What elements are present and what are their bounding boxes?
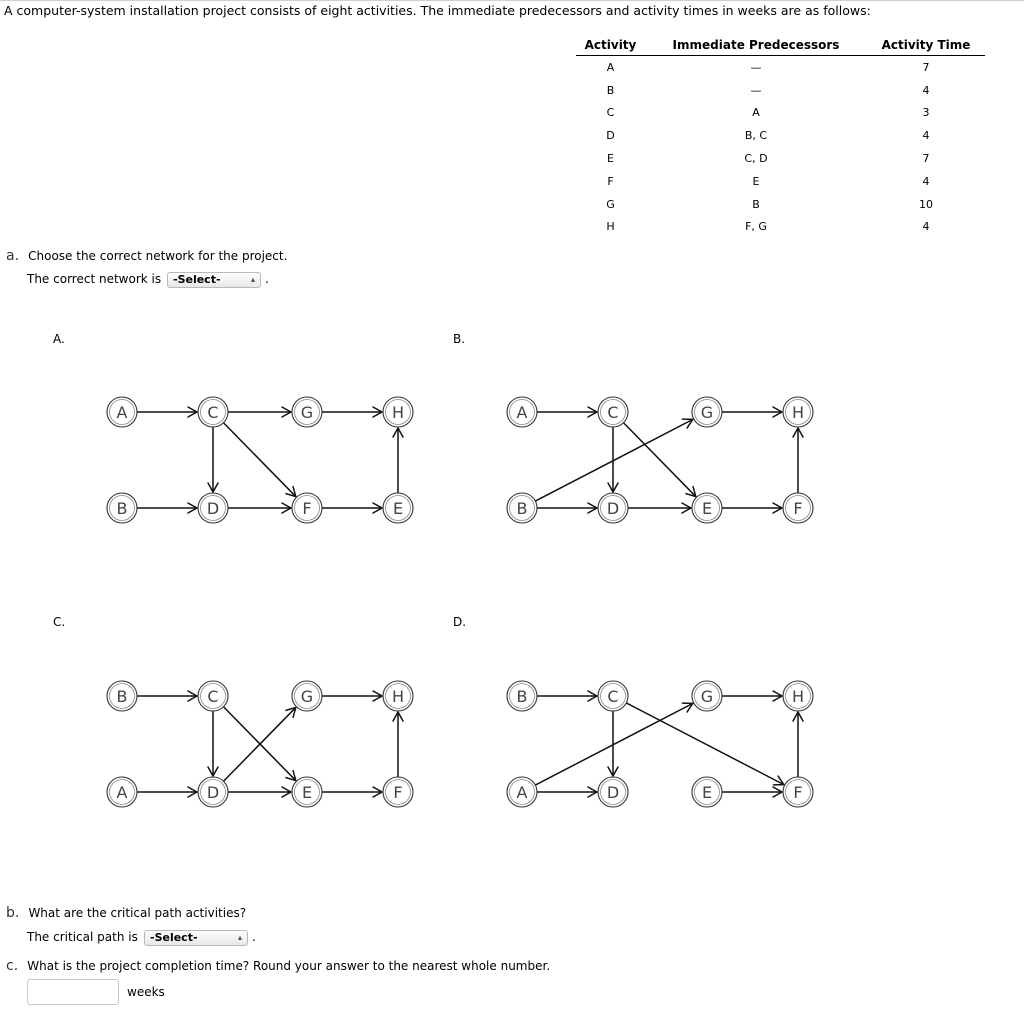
part-b-question xyxy=(6,902,246,921)
completion-time-input[interactable] xyxy=(27,979,119,1005)
edge-a-to-c xyxy=(537,407,597,417)
node-c xyxy=(598,397,628,427)
edge-f-to-h xyxy=(793,428,803,493)
node-f xyxy=(383,777,413,807)
edge-g-to-h xyxy=(722,691,782,701)
time-cell: 3 xyxy=(922,106,930,120)
node-label: E xyxy=(701,499,713,518)
activity-cell: F xyxy=(607,174,614,188)
node-label: F xyxy=(793,499,803,518)
node-label: A xyxy=(516,783,528,802)
network-option-c xyxy=(107,681,413,807)
edge-g-to-h xyxy=(722,407,782,417)
node-label: C xyxy=(207,687,219,706)
node-h xyxy=(783,681,813,711)
part-b-letter: b. xyxy=(6,905,20,921)
col-header-predecessors: Immediate Predecessors xyxy=(645,35,867,56)
edge-d-to-e xyxy=(228,787,291,797)
node-label: A xyxy=(516,403,528,422)
activity-cell: A xyxy=(606,60,615,74)
node-f xyxy=(292,493,322,523)
edge-c-to-e xyxy=(623,423,695,497)
node-h xyxy=(783,397,813,427)
edge-e-to-f xyxy=(322,787,382,797)
edge-g-to-h xyxy=(322,691,382,701)
predecessors-cell: A xyxy=(752,106,760,120)
time-cell: 10 xyxy=(919,197,933,211)
node-d xyxy=(198,493,228,523)
time-cell: 4 xyxy=(922,129,930,143)
part-a-prompt: The correct network is xyxy=(27,272,162,286)
edge-d-to-e xyxy=(628,503,691,513)
node-b xyxy=(507,681,537,711)
node-b xyxy=(507,493,537,523)
part-a-text: Choose the correct network for the project. xyxy=(28,249,288,263)
node-label: B xyxy=(116,499,128,518)
edge-c-to-g xyxy=(228,407,291,417)
col-header-time: Activity Time xyxy=(867,35,985,56)
node-d xyxy=(598,493,628,523)
node-d xyxy=(598,777,628,807)
time-cell: 4 xyxy=(922,220,930,234)
predecessors-cell: B, C xyxy=(744,129,768,143)
time-cell: 7 xyxy=(922,60,930,74)
node-label: H xyxy=(791,403,805,422)
node-label: E xyxy=(392,499,404,518)
predecessors-cell: B xyxy=(752,197,760,211)
node-g xyxy=(692,681,722,711)
part-b-period: . xyxy=(252,930,256,944)
node-label: D xyxy=(206,783,220,802)
node-label: F xyxy=(793,783,803,802)
activity-cell: B xyxy=(606,83,615,97)
node-b xyxy=(107,493,137,523)
time-cell: 7 xyxy=(922,152,930,166)
node-c xyxy=(598,681,628,711)
option-b-label: B. xyxy=(453,332,466,346)
predecessors-cell: — xyxy=(750,60,762,74)
activity-cell: E xyxy=(607,152,614,166)
node-label: B xyxy=(516,687,528,706)
activity-cell: C xyxy=(606,106,615,120)
option-c-label: C. xyxy=(53,615,66,629)
node-label: F xyxy=(302,499,312,518)
node-label: G xyxy=(700,687,714,706)
edge-a-to-c xyxy=(137,407,197,417)
edge-g-to-h xyxy=(322,407,382,417)
activity-cell: D xyxy=(606,129,615,143)
part-a-period: . xyxy=(265,272,269,286)
activity-cell: H xyxy=(606,220,615,234)
edge-c-to-f xyxy=(626,703,783,785)
edge-a-to-d xyxy=(537,787,597,797)
network-select-value: -Select- xyxy=(173,273,221,286)
part-c-question xyxy=(6,955,550,974)
node-label: C xyxy=(607,687,619,706)
edge-b-to-c xyxy=(537,691,597,701)
node-label: E xyxy=(301,783,313,802)
node-label: D xyxy=(606,499,620,518)
part-c-text: What is the project completion time? Round your answer to the nearest whole number. xyxy=(27,959,551,973)
node-g xyxy=(292,681,322,711)
node-a xyxy=(107,777,137,807)
node-a xyxy=(107,397,137,427)
part-c-letter: c. xyxy=(6,958,19,974)
updown-arrows-icon: ▴ xyxy=(237,933,242,942)
node-g xyxy=(292,397,322,427)
node-label: E xyxy=(701,783,713,802)
node-label: B xyxy=(516,499,528,518)
edge-c-to-f xyxy=(223,423,295,497)
option-d-label: D. xyxy=(453,615,467,629)
network-option-a xyxy=(107,397,413,523)
time-cell: 4 xyxy=(922,83,930,97)
edge-b-to-d xyxy=(137,503,197,513)
predecessors-cell: F, G xyxy=(745,220,767,234)
edge-c-to-d xyxy=(208,711,218,776)
edge-e-to-f xyxy=(722,503,782,513)
edge-f-to-e xyxy=(322,503,382,513)
edge-f-to-h xyxy=(793,712,803,777)
node-label: G xyxy=(300,687,314,706)
node-label: H xyxy=(391,403,405,422)
weeks-unit-label: weeks xyxy=(127,985,165,999)
problem-intro: A computer-system installation project consists of eight activities. The immediate predecessors and activity times in weeks are as follows: xyxy=(4,3,871,18)
edge-f-to-h xyxy=(393,712,403,777)
node-label: G xyxy=(300,403,314,422)
node-e xyxy=(692,493,722,523)
col-header-activity: Activity xyxy=(576,35,645,56)
edge-b-to-d xyxy=(537,503,597,513)
node-label: H xyxy=(791,687,805,706)
edge-a-to-d xyxy=(137,787,197,797)
node-label: D xyxy=(206,499,220,518)
node-e xyxy=(692,777,722,807)
node-h xyxy=(383,681,413,711)
part-a-letter: a. xyxy=(6,248,20,264)
critical-path-select-value: -Select- xyxy=(150,931,198,944)
node-f xyxy=(783,777,813,807)
part-b-prompt: The critical path is xyxy=(27,930,138,944)
updown-arrows-icon: ▴ xyxy=(250,275,255,284)
node-f xyxy=(783,493,813,523)
node-label: A xyxy=(116,403,128,422)
time-cell: 4 xyxy=(922,174,930,188)
edge-e-to-f xyxy=(722,787,782,797)
node-c xyxy=(198,681,228,711)
predecessors-cell: E xyxy=(752,174,760,188)
network-option-d xyxy=(507,681,813,807)
predecessors-cell: — xyxy=(750,83,762,97)
part-b-text: What are the critical path activities? xyxy=(28,906,247,920)
edge-b-to-c xyxy=(137,691,197,701)
node-label: A xyxy=(116,783,128,802)
edge-c-to-d xyxy=(208,427,218,492)
node-b xyxy=(107,681,137,711)
node-d xyxy=(198,777,228,807)
critical-path-select[interactable] xyxy=(144,930,248,946)
node-label: F xyxy=(393,783,403,802)
node-h xyxy=(383,397,413,427)
network-option-b xyxy=(507,397,813,523)
edge-e-to-h xyxy=(393,428,403,493)
node-label: C xyxy=(207,403,219,422)
predecessors-cell: C, D xyxy=(744,152,768,166)
node-c xyxy=(198,397,228,427)
node-a xyxy=(507,777,537,807)
node-a xyxy=(507,397,537,427)
option-a-label: A. xyxy=(53,332,65,346)
node-label: B xyxy=(116,687,128,706)
node-label: H xyxy=(391,687,405,706)
activity-cell: G xyxy=(606,197,615,211)
node-e xyxy=(383,493,413,523)
edge-d-to-f xyxy=(228,503,291,513)
node-e xyxy=(292,777,322,807)
node-label: D xyxy=(606,783,620,802)
node-label: G xyxy=(700,403,714,422)
node-g xyxy=(692,397,722,427)
node-label: C xyxy=(607,403,619,422)
